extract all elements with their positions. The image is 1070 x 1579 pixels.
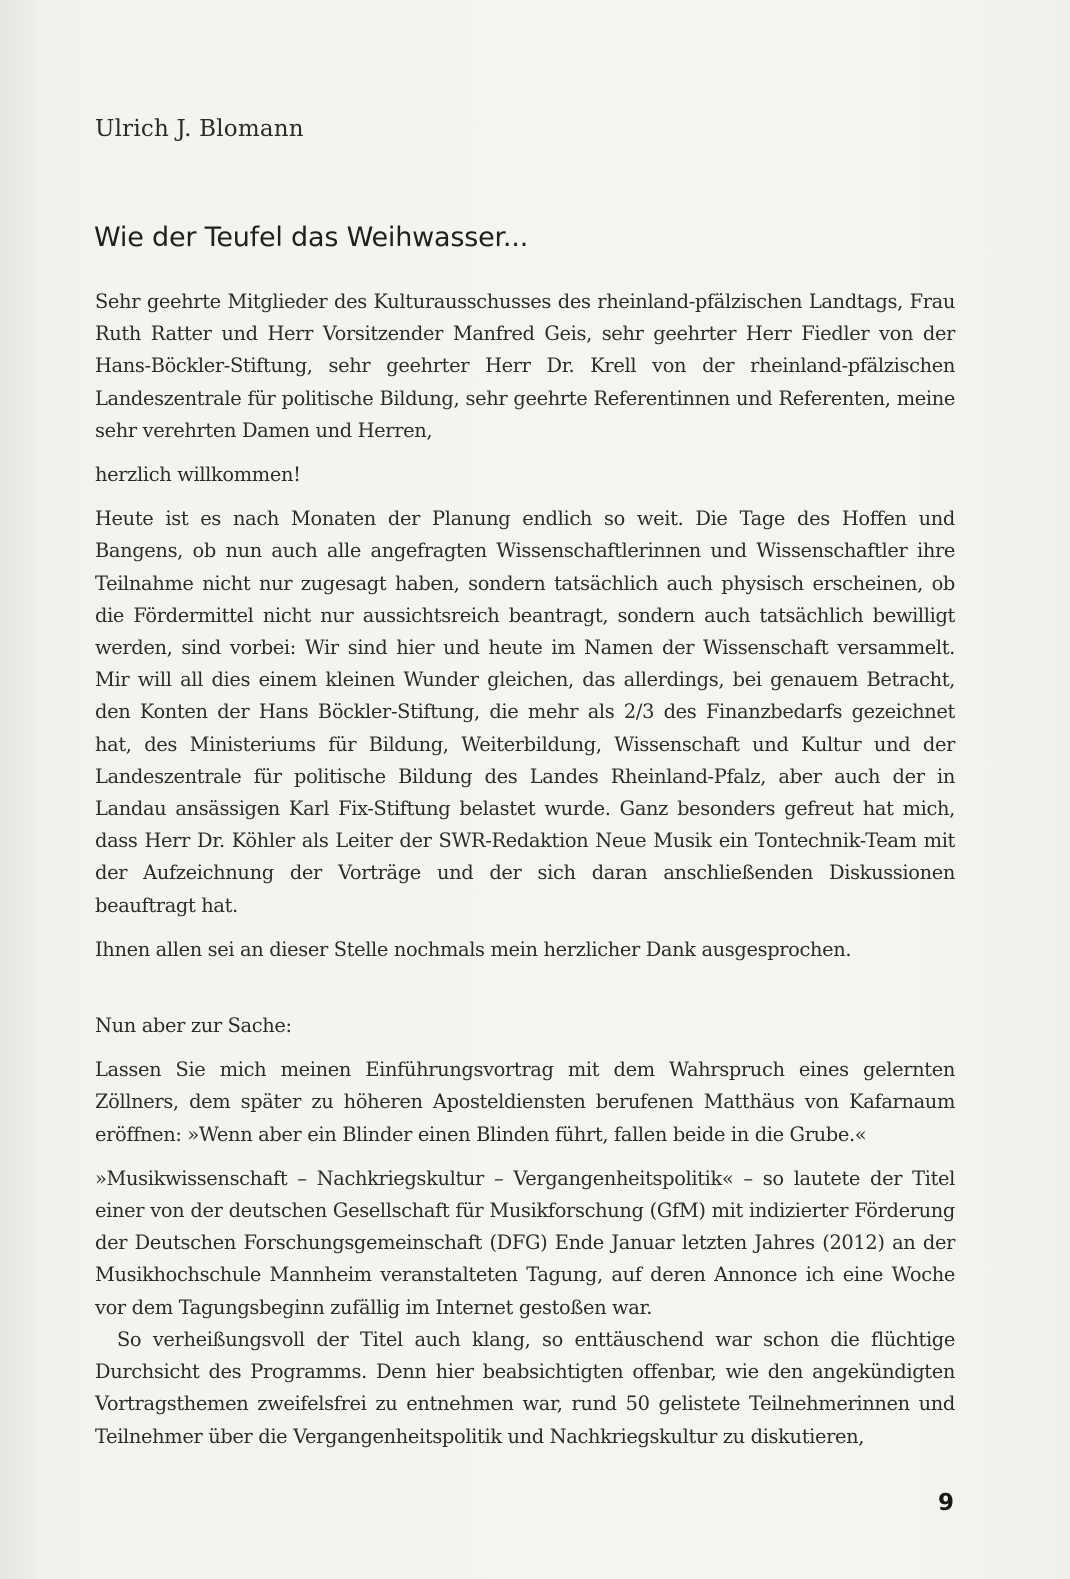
paragraph-thanks: Ihnen allen sei an dieser Stelle nochmals mein herzlicher Dank ausgesprochen. — [95, 937, 852, 961]
paragraph-salutation: Sehr geehrte Mitglieder des Kulturausschusses des rheinland-pfälzischen Landtags, Frau Ruth Ratter und Herr Vorsitzender Manfred Geis, sehr geehrter Herr Fiedler von der Hans-Böckler-Stiftung, sehr geehrter Herr Dr. Krell von der rheinland-pfälzischen Landeszentrale für politische Bildung, sehr geehrte Referentinnen und Referenten, meine sehr verehrten Damen und Herren, — [95, 290, 955, 442]
page-number: 9 — [938, 1490, 955, 1516]
paragraph-thanks-intro: Heute ist es nach Monaten der Planung endlich so weit. Die Tage des Hoffen und Bangens, ob nun auch alle angefragten Wissenschaftlerinnen und Wissenschaftler ihre Teilnahme nicht nur zugesagt haben, sondern tatsächlich auch physisch erscheinen, ob die Fördermittel nicht nur aussichtsreich beantragt, sondern auch tatsächlich bewilligt werden, sind vorbei: Wir sind hier und heute im Namen der Wissenschaft versammelt. Mir will all dies einem kleinen Wunder gleichen, das allerdings, bei genauem Betracht, den Konten der Hans Böckler-Stiftung, die mehr als 2/3 des Finanzbedarfs gezeichnet hat, des Ministeriums für Bildung, Weiterbildung, Wissenschaft und Kultur und der Landeszentrale für politische Bildung des Landes Rheinland-Pfalz, aber auch der in Landau ansässigen Karl Fix-Stiftung belastet wurde. Ganz besonders gefreut hat mich, dass Herr Dr. Köhler als Leiter der SWR-Redaktion Neue Musik ein Tontechnik-Team mit der Aufzeichnung der Vorträge und der sich daran anschließenden Diskussionen beauftragt hat. — [95, 507, 955, 917]
paragraph-quote: Lassen Sie mich meinen Einführungsvortrag mit dem Wahrspruch eines gelernten Zöllners, dem später zu höheren Aposteldiensten berufenen Matthäus von Kafarnaum eröffnen: »Wenn aber ein Blinder einen Blinden führt, fallen beide in die Grube.« — [95, 1058, 955, 1146]
paragraph-transition: Nun aber zur Sache: — [95, 1014, 292, 1038]
chapter-title: Wie der Teufel das Weihwasser... — [94, 222, 529, 253]
paragraph-welcome: herzlich willkommen! — [95, 463, 301, 487]
paragraph-conference: »Musikwissenschaft – Nachkriegskultur – Vergangenheitspolitik« – so lautete der Titel einer von der deutschen Gesellschaft für Musikforschung (GfM) mit indizierter Förderung der Deutschen Forschungsgemeinschaft (DFG) Ende Januar letzten Jahres (2012) an der Musikhochschule Mannheim veranstalteten Tagung, auf deren Annonce ich eine Woche vor dem Tagungsbeginn zufällig im Internet gestoßen war. — [95, 1166, 955, 1319]
author-name: Ulrich J. Blomann — [95, 116, 304, 142]
paragraph-program: So verheißungsvoll der Titel auch klang, so enttäuschend war schon die flüchtige Durchsicht des Programms. Denn hier beabsichtigten offenbar, wie den angekündigten Vortragsthemen zweifelsfrei zu entnehmen war, rund 50 gelistete Teilnehmerinnen und Teilnehmer über die Vergangenheitspolitik und Nachkriegskultur zu diskutieren, — [95, 1327, 955, 1448]
body-text — [95, 286, 955, 1453]
